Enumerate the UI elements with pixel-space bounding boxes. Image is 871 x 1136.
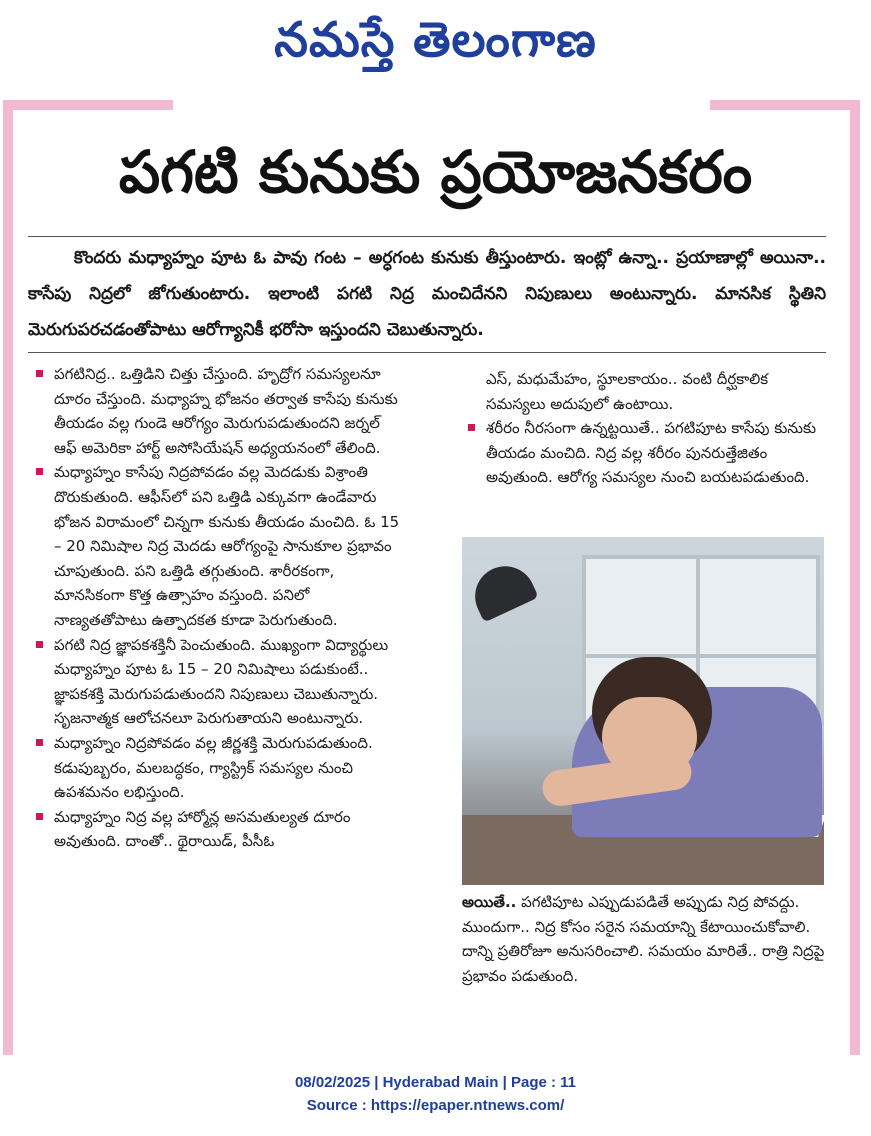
footer-edition-info: 08/02/2025 | Hyderabad Main | Page : 11 [294,1074,577,1091]
frame-top-right-bar [710,100,860,110]
intro-paragraph: కొందరు మధ్యాహ్నం పూట ఓ పావు గంట – అర్ధగంట కునుకు తీస్తుంటారు. ఇంట్లో ఉన్నా.. ప్రయాణాల్లో అయినా.. కాసేపు నిద్రలో జోగుతుంటారు. ఇలాంటి పగటి నిద్ర మంచిదేనని నిపుణులు అంటున్నారు. మానసిక స్థితిని మెరుగుపరచడంతోపాటు ఆరోగ్యానికీ భరోసా ఇస్తుందని చెబుతున్నారు. [28,248,826,340]
footer-source: Source : https://epaper.ntnews.com/ [306,1097,565,1114]
list-item [30,731,400,805]
intro-bottom-rule [28,352,826,353]
bullet-square-icon [36,739,43,746]
closing-lead: అయితే.. [462,893,517,911]
article-intro [28,240,826,348]
intro-top-rule [28,236,826,237]
list-item-text: మధ్యాహ్నం నిద్రపోవడం వల్ల జీర్ణశక్తి మెరుగుపడుతుంది. కడుపుబ్బరం, మలబద్ధకం, గ్యాస్ట్రిక్ సమస్యల నుంచి ఉపశమనం లభిస్తుంది. [54,733,373,802]
frame-top-left-bar [3,100,173,110]
desk-lamp-shape [465,556,538,622]
left-column [30,362,400,854]
masthead-logo: నమస్తే తెలంగాణ [274,12,597,68]
list-item [30,805,400,854]
closing-paragraph [462,890,827,988]
bullet-square-icon [36,813,43,820]
bullet-square-icon [36,468,43,475]
article-headline: పగటి కునుకు ప్రయోజనకరం [118,138,753,206]
frame-left-bar [3,100,13,1055]
continued-text: ఎస్, మధుమేహం, స్థూలకాయం.. వంటి దీర్ఘకాలిక సమస్యలు అదుపులో ఉంటాయి. [486,370,769,413]
list-item-text: పగటి నిద్ర జ్ఞాపకశక్తినీ పెంచుతుంది. ముఖ్యంగా విద్యార్థులు మధ్యాహ్నం పూట ఓ 15 – 20 నిమిషాలు పడుకుంటే.. జ్ఞాపకశక్తి మెరుగుపడుతుందని నిపుణులు చెబుతున్నారు. సృజనాత్మక ఆలోచనలూ పెరుగుతాయని అంటున్నారు. [54,635,389,728]
list-item-text: శరీరం నీరసంగా ఉన్నట్టయితే.. పగటిపూట కాసేపు కునుకు తీయడం మంచిది. నిద్ర వల్ల శరీరం పునరుత్తేజితం అవుతుంది. ఆరోగ్య సమస్యల నుంచి బయటపడుతుంది. [486,419,817,487]
list-item-text: మధ్యాహ్నం నిద్ర వల్ల హార్మోన్ల అసమతుల్యత దూరం అవుతుంది. దాంతో.. థైరాయిడ్, పీసీఓ [54,807,351,851]
sleeping-woman-photo [462,537,824,885]
frame-right-bar [850,100,860,1055]
bullet-square-icon [36,641,43,648]
bullet-square-icon [468,424,475,431]
list-item [30,362,400,460]
list-item [30,460,400,632]
right-column [462,367,827,490]
bullet-square-icon [36,370,43,377]
list-item [30,633,400,731]
list-item-text: పగటినిద్ర.. ఒత్తిడిని చిత్తు చేస్తుంది. హృద్రోగ సమస్యలనూ దూరం చేస్తుంది. మధ్యాహ్న భోజనం తర్వాత కాసేపు కునుకు తీయడం వల్ల గుండె ఆరోగ్యం మెరుగుపడుతుందని జర్నల్ ఆఫ్ అమెరికా హార్ట్ అసోసియేషన్ అధ్యయనంలో తేలింది. [54,365,398,457]
list-item [462,416,827,490]
closing-text: పగటిపూట ఎప్పుడుపడితే అప్పుడు నిద్ర పోవద్దు. ముందుగా.. నిద్ర కోసం సరైన సమయాన్ని కేటాయించుకోవాలి. దాన్ని ప్రతిరోజూ అనుసరించాలి. సమయం మారితే.. రాత్రి నిద్రపై ప్రభావం పడుతుంది. [462,893,825,985]
list-item-text: మధ్యాహ్నం కాసేపు నిద్రపోవడం వల్ల మెదడుకు విశ్రాంతి దొరుకుతుంది. ఆఫీస్‌లో పని ఒత్తిడి ఎక్కువగా ఉండేవారు భోజన విరామంలో చిన్నగా కునుకు తీయడం మంచిది. ఓ 15 – 20 నిమిషాల నిద్ర మెదడు ఆరోగ్యంపై సానుకూల ప్రభావం చూపుతుంది. పని ఒత్తిడి తగ్గుతుంది. శారీరకంగా, మానసికంగా కొత్త ఉత్సాహం వస్తుంది. పనిలో నాణ్యతతోపాటు ఉత్పాదకత కూడా పెరుగుతుంది. [54,463,400,629]
